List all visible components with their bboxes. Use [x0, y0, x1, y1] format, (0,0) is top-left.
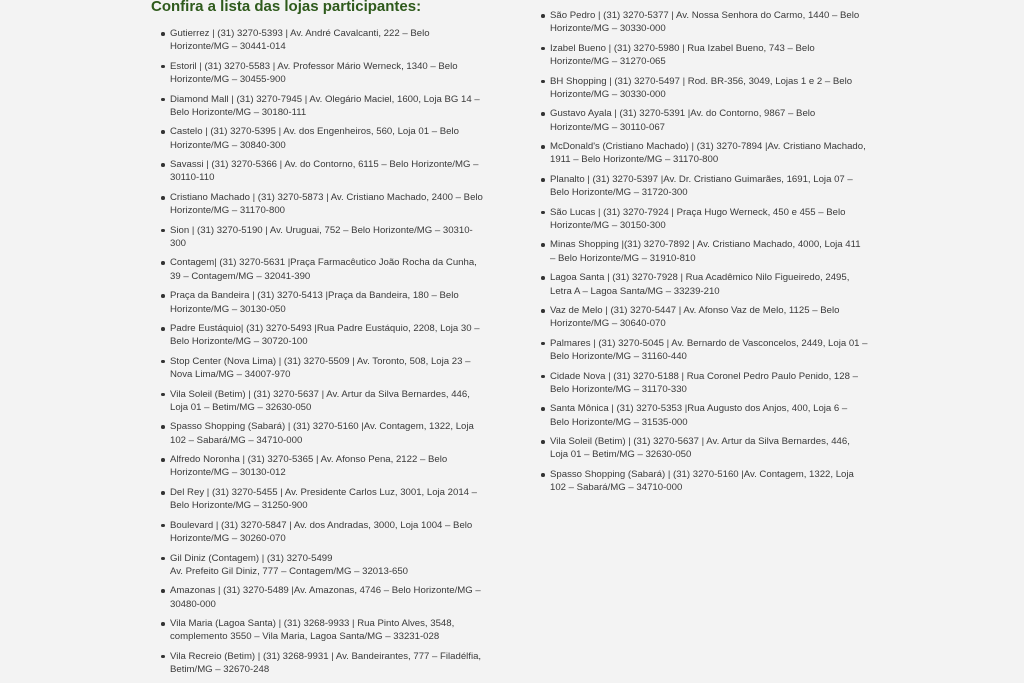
list-item: Minas Shopping |(31) 3270-7892 | Av. Cristiano Machado, 4000, Loja 411 – Belo Horizonte/MG – 31910-810: [550, 238, 868, 265]
list-item: Spasso Shopping (Sabará) | (31) 3270-5160 |Av. Contagem, 1322, Loja 102 – Sabará/MG – 34710-000: [550, 468, 868, 495]
list-item: Cristiano Machado | (31) 3270-5873 | Av. Cristiano Machado, 2400 – Belo Horizonte/MG – 31170-800: [170, 191, 488, 218]
list-item: BH Shopping | (31) 3270-5497 | Rod. BR-356, 3049, Lojas 1 e 2 – Belo Horizonte/MG – 30330-000: [550, 75, 868, 102]
list-item: Gutierrez | (31) 3270-5393 | Av. André Cavalcanti, 222 – Belo Horizonte/MG – 30441-014: [170, 27, 488, 54]
list-item: Praça da Bandeira | (31) 3270-5413 |Praça da Bandeira, 180 – Belo Horizonte/MG – 30130-050: [170, 289, 488, 316]
list-item: Diamond Mall | (31) 3270-7945 | Av. Olegário Maciel, 1600, Loja BG 14 – Belo Horizonte/MG – 30180-111: [170, 93, 488, 120]
list-item: Vila Recreio (Betim) | (31) 3268-9931 | Av. Bandeirantes, 777 – Filadélfia, Betim/MG – 32670-248: [170, 650, 488, 677]
section-title: Confira a lista das lojas participantes:: [151, 0, 422, 15]
list-item: Alfredo Noronha | (31) 3270-5365 | Av. Afonso Pena, 2122 – Belo Horizonte/MG – 30130-012: [170, 453, 488, 480]
list-item: Palmares | (31) 3270-5045 | Av. Bernardo de Vasconcelos, 2449, Loja 01 – Belo Horizonte/MG – 31160-440: [550, 337, 868, 363]
list-item: Amazonas | (31) 3270-5489 |Av. Amazonas, 4746 – Belo Horizonte/MG – 30480-000: [170, 584, 488, 611]
list-item: Savassi | (31) 3270-5366 | Av. do Contorno, 6115 – Belo Horizonte/MG – 30110-110: [170, 158, 488, 185]
list-item: Padre Eustáquio| (31) 3270-5493 |Rua Padre Eustáquio, 2208, Loja 30 – Belo Horizonte/MG – 30720-100: [170, 322, 488, 349]
list-item: São Lucas | (31) 3270-7924 | Praça Hugo Werneck, 450 e 455 – Belo Horizonte/MG – 30150-300: [550, 206, 868, 233]
store-list-left: [170, 27, 488, 683]
list-item: Cidade Nova | (31) 3270-5188 | Rua Coronel Pedro Paulo Penido, 128 – Belo Horizonte/MG – 31170-330: [550, 370, 868, 397]
list-item: São Pedro | (31) 3270-5377 | Av. Nossa Senhora do Carmo, 1440 – Belo Horizonte/MG – 30330-000: [550, 9, 868, 36]
list-item: Contagem| (31) 3270-5631 |Praça Farmacêutico João Rocha da Cunha, 39 – Contagem/MG – 32041-390: [170, 256, 488, 283]
list-item: Gustavo Ayala | (31) 3270-5391 |Av. do Contorno, 9867 – Belo Horizonte/MG – 30110-067: [550, 107, 868, 134]
list-item: Vila Maria (Lagoa Santa) | (31) 3268-9933 | Rua Pinto Alves, 3548, complemento 3550 – Vila Maria, Lagoa Santa/MG – 33231-028: [170, 617, 488, 644]
list-item: McDonald's (Cristiano Machado) | (31) 3270-7894 |Av. Cristiano Machado, 1911 – Belo Horizonte/MG – 31170-800: [550, 140, 868, 167]
list-item: Vaz de Melo | (31) 3270-5447 | Av. Afonso Vaz de Melo, 1125 – Belo Horizonte/MG – 30640-070: [550, 304, 868, 331]
list-item: Vila Soleil (Betim) | (31) 3270-5637 | Av. Artur da Silva Bernardes, 446, Loja 01 – Betim/MG – 32630-050: [170, 388, 488, 415]
list-item: Spasso Shopping (Sabará) | (31) 3270-5160 |Av. Contagem, 1322, Loja 102 – Sabará/MG – 34710-000: [170, 420, 488, 447]
list-item: Stop Center (Nova Lima) | (31) 3270-5509 | Av. Toronto, 508, Loja 23 – Nova Lima/MG – 34007-970: [170, 355, 488, 382]
list-item: Castelo | (31) 3270-5395 | Av. dos Engenheiros, 560, Loja 01 – Belo Horizonte/MG – 30840-300: [170, 125, 488, 152]
list-item: Santa Mônica | (31) 3270-5353 |Rua Augusto dos Anjos, 400, Loja 6 – Belo Horizonte/MG – 31535-000: [550, 402, 868, 429]
list-item: Boulevard | (31) 3270-5847 | Av. dos Andradas, 3000, Loja 1004 – Belo Horizonte/MG – 30260-070: [170, 519, 488, 546]
list-item: Sion | (31) 3270-5190 | Av. Uruguai, 752 – Belo Horizonte/MG – 30310-300: [170, 224, 488, 251]
store-list-right: [550, 9, 868, 501]
list-item: Del Rey | (31) 3270-5455 | Av. Presidente Carlos Luz, 3001, Loja 2014 – Belo Horizonte/MG – 31250-900: [170, 486, 488, 513]
list-item: Gil Diniz (Contagem) | (31) 3270-5499 Av. Prefeito Gil Diniz, 777 – Contagem/MG – 32013-650: [170, 552, 488, 579]
list-item: Planalto | (31) 3270-5397 |Av. Dr. Cristiano Guimarães, 1691, Loja 07 – Belo Horizonte/MG – 31720-300: [550, 173, 868, 200]
list-item: Estoril | (31) 3270-5583 | Av. Professor Mário Werneck, 1340 – Belo Horizonte/MG – 30455-900: [170, 60, 488, 87]
list-item: Izabel Bueno | (31) 3270-5980 | Rua Izabel Bueno, 743 – Belo Horizonte/MG – 31270-065: [550, 42, 868, 69]
list-item: Vila Soleil (Betim) | (31) 3270-5637 | Av. Artur da Silva Bernardes, 446, Loja 01 – Betim/MG – 32630-050: [550, 435, 868, 462]
list-item: Lagoa Santa | (31) 3270-7928 | Rua Acadêmico Nilo Figueiredo, 2495, Letra A – Lagoa Santa/MG – 33239-210: [550, 271, 868, 298]
